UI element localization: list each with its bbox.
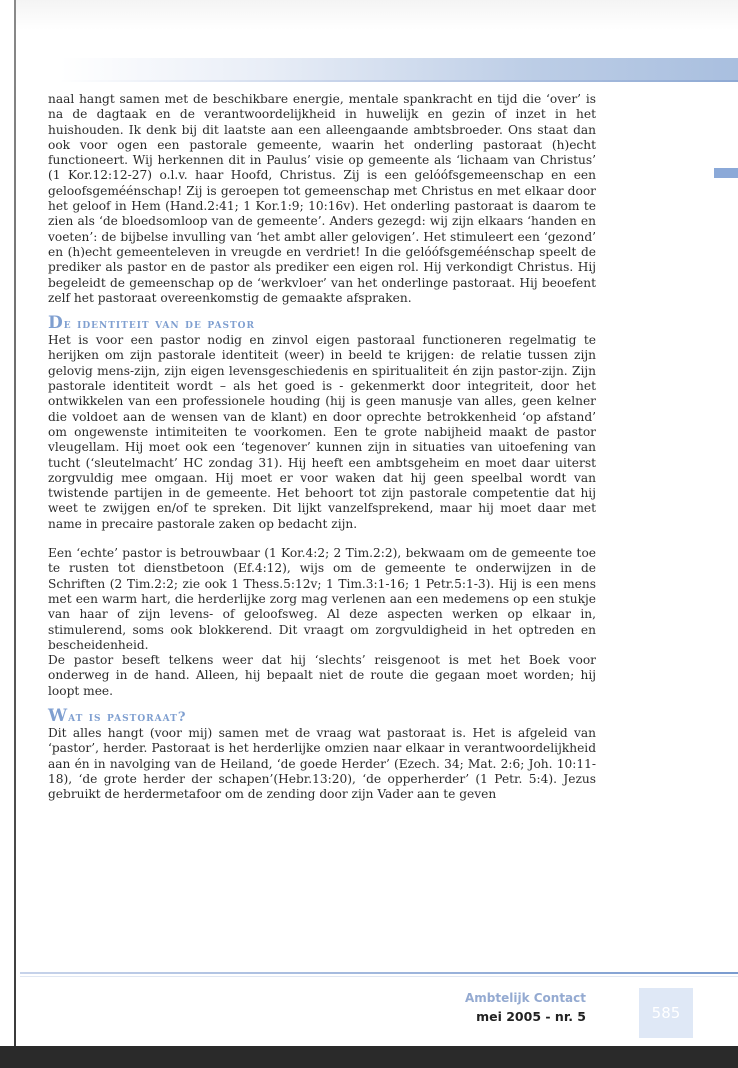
header-rule [60,80,738,82]
paragraph: De pastor beseft telkens weer dat hij ‘slechts’ reisgenoot is met het Boek voor onderweg in de hand. Alleen, hij bepaalt niet de route die gegaan moet worden; hij loopt mee. [48,653,596,698]
header-color-band [60,58,738,80]
intro-paragraph: naal hangt samen met de beschikbare energie, mentale spankracht en tijd die ‘over’ is na de dagtaak en de verantwoordelijkheid in huwelijk en gezin of inzet in het huishouden. Ik denk bij dit laatste aan een alleengaande ambtsbroeder. Ons staat dan ook voor ogen een pastorale gemeente, waarin het onderling pastoraat (h)echt functioneert. Wij herkennen dit in Paulus’ visie op gemeente als ‘lichaam van Christus’ (1 Kor.12:12-27) o.l.v. haar Hoofd, Christus. Zij is een gelóófsgemeenschap en een geloofsgeméénschap! Zij is geroepen tot gemeenschap met Christus en met elkaar door het geloof in Hem (Hand.2:41; 1 Kor.1:9; 10:16v). Het onderling pastoraat is daarom te zien als ‘de bloedsomloop van de gemeente’. Anders gezegd: wij zijn elkaars ‘handen en voeten’: de bijbelse invulling van ‘het ambt aller gelovigen’. Het stimuleert een ‘gezond’ en (h)echt gemeenteleven in vreugde en verdriet! In die gelóófsgeméénschap speelt de prediker als pastor en de pastor als prediker een eigen rol. Hij verkondigt Christus. Hij begeleidt de gemeenschap op de ‘werkvloer’ van het onderlinge pastoraat. Hij beoefent zelf het pastoraat overeenkomstig de gemaakte afspraken. [48,92,596,305]
footer-rule-thin [20,976,738,977]
paragraph: Een ‘echte’ pastor is betrouwbaar (1 Kor.4:2; 2 Tim.2:2), bekwaam om de gemeente toe te rusten tot dienstbetoon (Ef.4:12), wijs om de gemeente te onderwijzen in de Schriften (2 Tim.2:2; zie ook 1 Thess.5:12v; 1 Tim.3:1-16; 1 Petr.5:1-3). Hij is een mens met een warm hart, die herderlijke zorg mag verlenen aan een medemens op een stukje van haar of zijn levens- of geloofsweg. Al deze aspecten werken op elkaar in, stimulerend, soms ook blokkerend. Dit vraagt om zorgvuldigheid in het optreden en bescheidenheid. [48,546,596,652]
magazine-title: Ambtelijk Contact [464,991,586,1005]
issue-label: mei 2005 - nr. 5 [476,1009,586,1024]
article-body [48,92,596,802]
section-heading-identiteit: De identiteit van de pastor [48,313,255,334]
paragraph: Dit alles hangt (voor mij) samen met de vraag wat pastoraat is. Het is afgeleid van ‘pastor’, herder. Pastoraat is het herderlijke omzien naar elkaar in verantwoordelijkheid aan én in navolging van de Heiland, ‘de goede Herder’ (Ezech. 34; Mat. 2:6; Joh. 10:11-18), ‘de grote herder der schapen’(Hebr.13:20), ‘de opperherder’ (1 Petr. 5:4). Jezus gebruikt de herdermetafoor om de zending door zijn Vader aan te geven [48,725,596,802]
scan-bottom-edge [0,1046,738,1068]
page-number: 585 [639,988,693,1038]
paragraph-gap [48,532,596,546]
footer-rule [20,972,738,974]
page-footer [465,989,586,1027]
paragraph: Het is voor een pastor nodig en zinvol eigen pastoraal functioneren regelmatig te herijken om zijn pastorale identiteit (weer) in beeld te krijgen: de relatie tussen zijn gelovig mens-zijn, zijn eigen levensgeschiedenis en spiritualiteit én zijn pastor-zijn. Zijn pastorale identiteit wordt – als het goed is - gekenmerkt door integriteit, door het ontwikkelen van een professionele houding (hij is geen manusje van alles, geen kelner die voldoet aan de wensen van de klant) en door oprechte betrokkenheid ‘op afstand’ om ongewenste intimiteiten te voorkomen. Een te grote nabijheid maakt de pastor vleugellam. Hij moet ook een ‘tegenover’ kunnen zijn in situaties van uitoefening van tucht (‘sleutelmacht’ HC zondag 31). Hij heeft een ambtsgeheim en moet daar uiterst zorgvuldig mee omgaan. Hij moet er voor waken dat hij geen speelbal wordt van twistende partijen in de gemeente. Het behoort tot zijn pastorale competentie dat hij weet te zwijgen en/of te spreken. Dit lijkt vanzelfsprekend, maar hij moet daar met name in precaire pastorale zaken op bedacht zijn. [48,333,596,531]
side-tab-marker [714,168,738,178]
section-heading-pastoraat: Wat is pastoraat? [48,705,187,726]
page-top-edge [16,0,738,30]
scan-binding-shadow [14,0,16,1048]
